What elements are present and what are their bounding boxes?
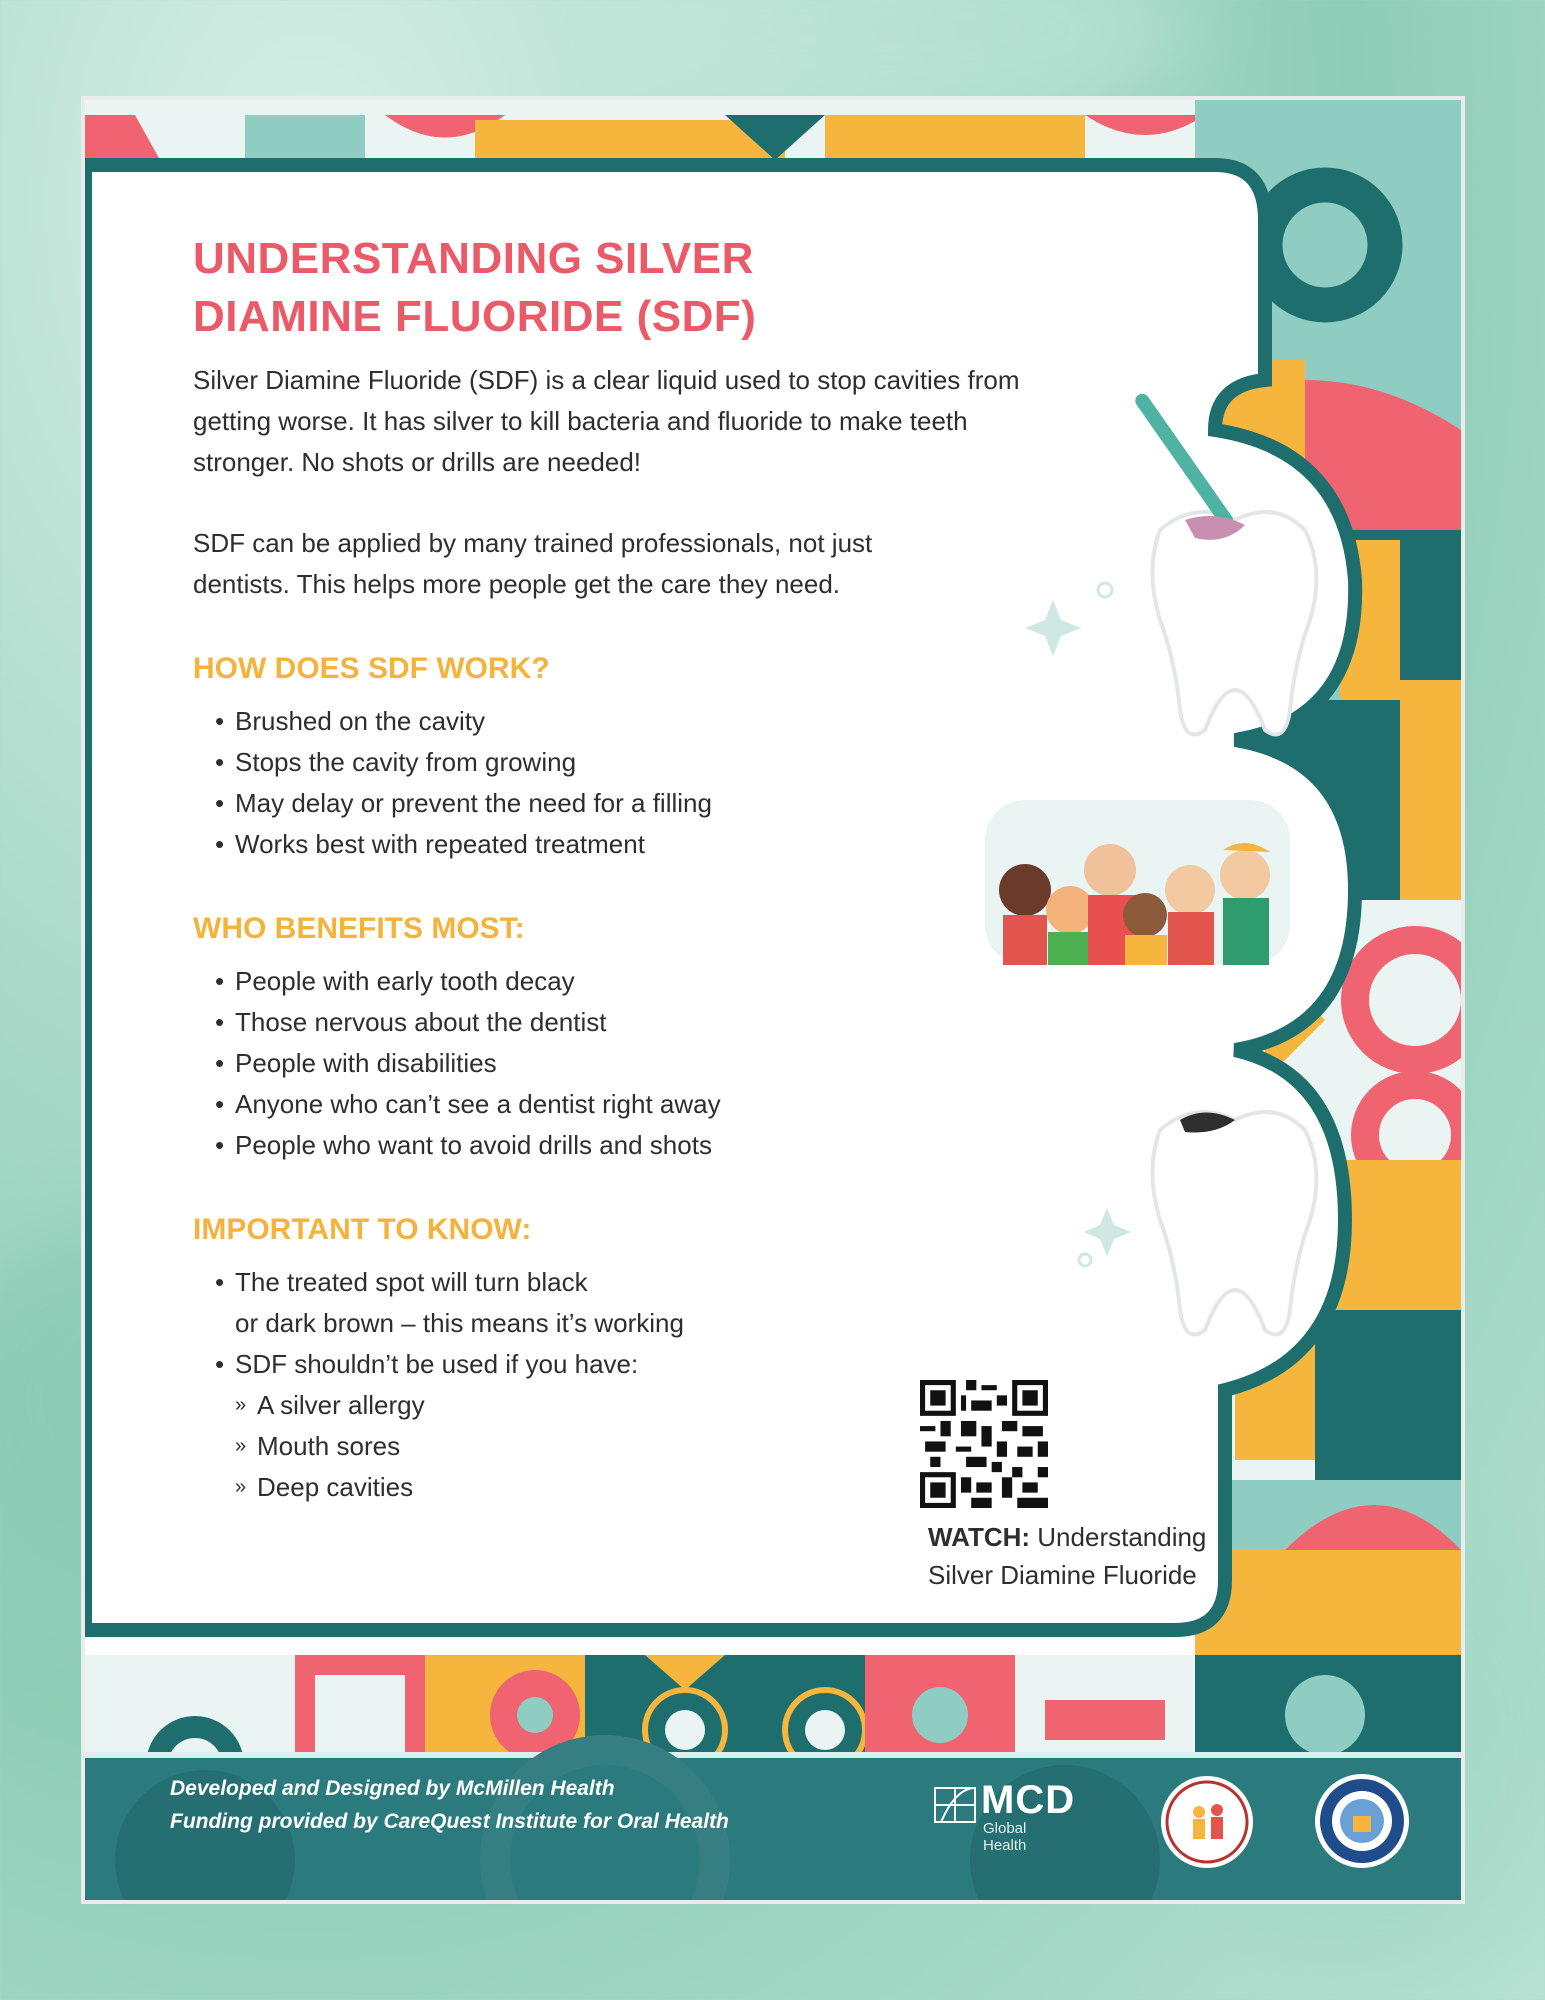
list-item: • May delay or prevent the need for a filling xyxy=(215,783,1153,824)
list-item: • The treated spot will turn black xyxy=(215,1262,1153,1303)
who-list xyxy=(193,961,1153,1166)
qr-code[interactable] xyxy=(920,1380,1048,1508)
list-item: • Anyone who can’t see a dentist right away xyxy=(215,1084,1153,1125)
list-item: • Stops the cavity from growing xyxy=(215,742,1153,783)
title-line-2: DIAMINE FLUORIDE (SDF) xyxy=(193,292,757,341)
list-item: • Works best with repeated treatment xyxy=(215,824,1153,865)
intro-paragraph-1: Silver Diamine Fluoride (SDF) is a clear liquid used to stop cavities from getting worse. It has silver to kill bacteria and fluoride to make teeth stronger. No shots or drills are needed! xyxy=(193,365,1020,477)
important-list-2 xyxy=(193,1344,1153,1385)
state-seal-logo xyxy=(1313,1772,1411,1870)
intro-paragraph-2: SDF can be applied by many trained professionals, not just dentists. This helps more people get the care they need. xyxy=(193,528,873,599)
watch-label: WATCH: xyxy=(928,1522,1031,1552)
how-list xyxy=(193,701,1153,865)
list-item: • SDF shouldn’t be used if you have: xyxy=(215,1344,1153,1385)
list-item: • Those nervous about the dentist xyxy=(215,1002,1153,1043)
mcd-logo-text: MCD xyxy=(981,1778,1076,1822)
list-item: • People who want to avoid drills and shots xyxy=(215,1125,1153,1166)
list-item-continuation: or dark brown – this means it’s working xyxy=(235,1308,684,1338)
sub-list-item: » A silver allergy xyxy=(235,1385,1153,1426)
footer-line-2: Funding provided by CareQuest Institute for Oral Health xyxy=(170,1810,729,1833)
watch-caption xyxy=(928,1518,1238,1594)
main-content xyxy=(193,230,1153,1508)
important-heading: IMPORTANT TO KNOW: xyxy=(193,1213,532,1246)
list-item: • Brushed on the cavity xyxy=(215,701,1153,742)
list-item: • People with early tooth decay xyxy=(215,961,1153,1002)
seal-logo xyxy=(1159,1774,1255,1870)
footer-credits xyxy=(170,1772,729,1838)
mcd-logo-subtext: Global Health xyxy=(983,1820,1027,1854)
who-heading: WHO BENEFITS MOST: xyxy=(193,912,525,945)
title-line-1: UNDERSTANDING SILVER xyxy=(193,234,754,283)
important-list xyxy=(193,1262,1153,1303)
flyer-page xyxy=(85,100,1461,1900)
how-heading: HOW DOES SDF WORK? xyxy=(193,652,550,685)
footer-line-1: Developed and Designed by McMillen Health xyxy=(170,1777,615,1800)
sub-list-item: » Deep cavities xyxy=(235,1467,1153,1508)
mcd-globe-logo xyxy=(933,1780,979,1826)
list-item: • People with disabilities xyxy=(215,1043,1153,1084)
watch-text: Understanding Silver Diamine Fluoride xyxy=(928,1522,1207,1590)
sub-list-item: » Mouth sores xyxy=(235,1426,1153,1467)
page-title xyxy=(193,230,1153,346)
